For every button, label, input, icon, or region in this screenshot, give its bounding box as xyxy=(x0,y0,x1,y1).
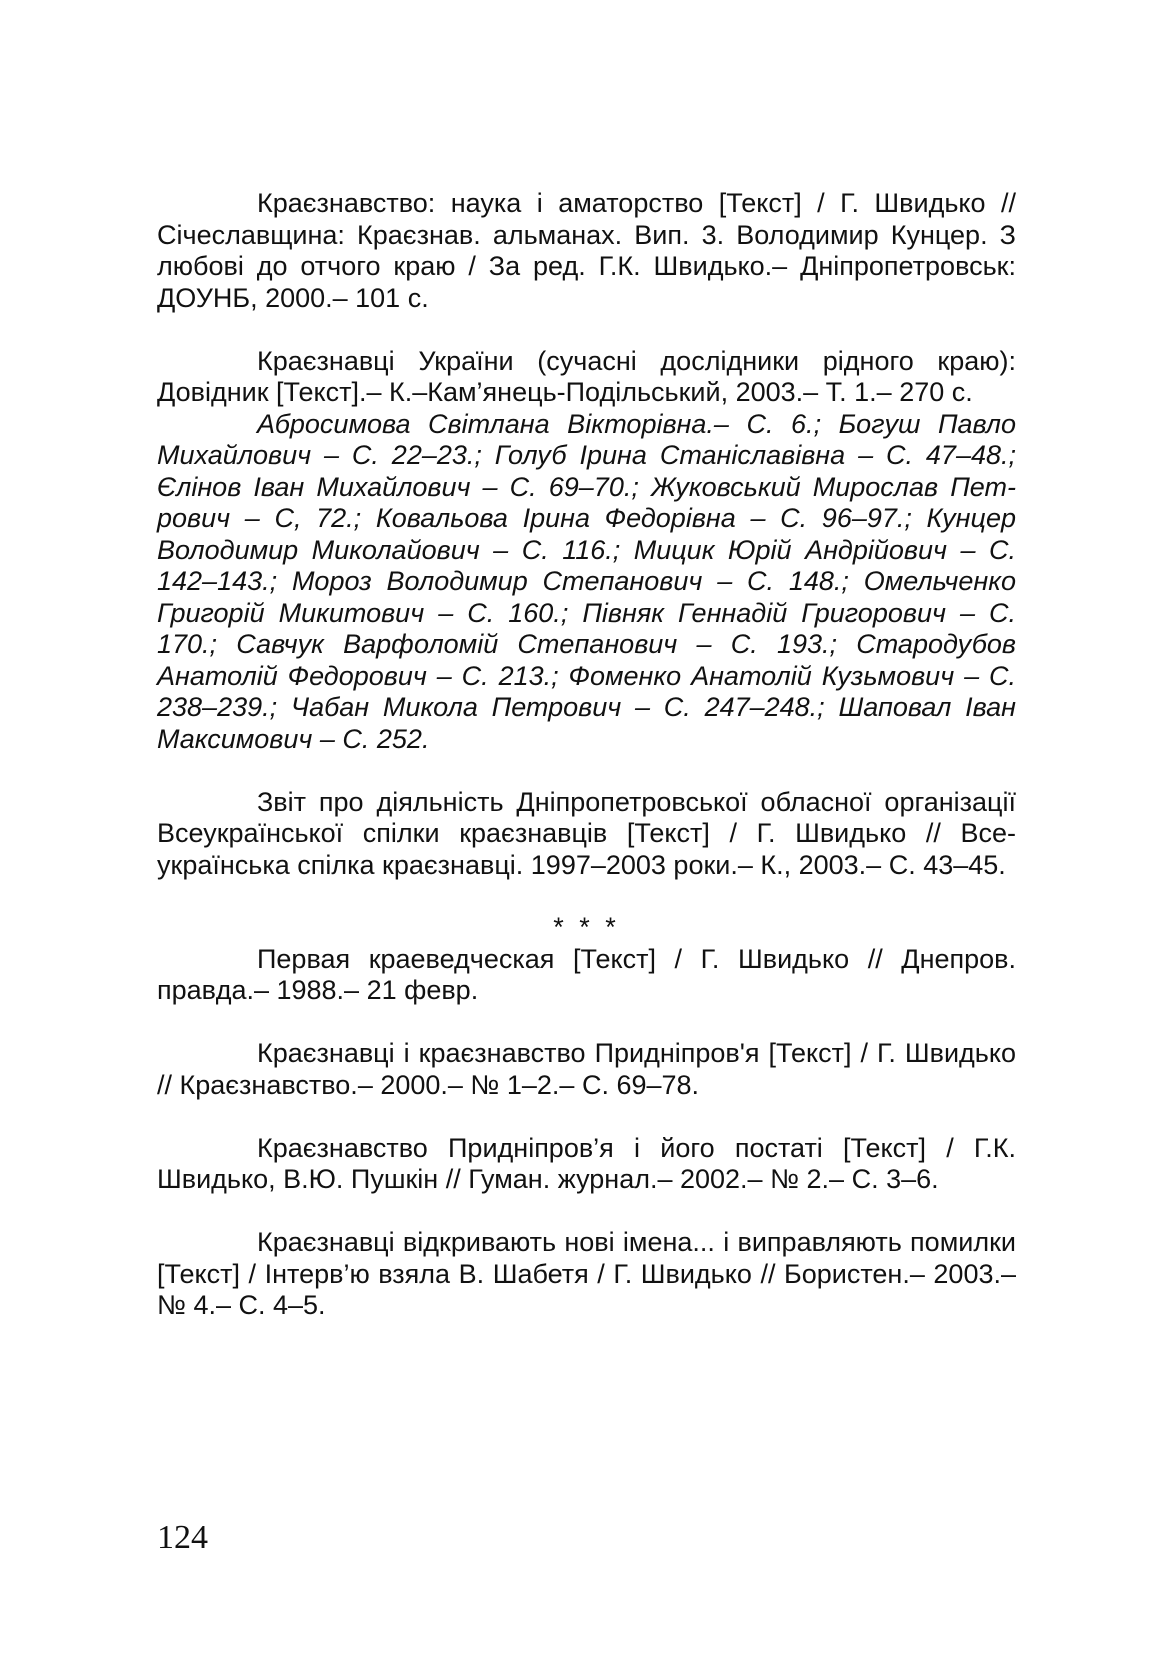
bibliography-entry: Краєзнавці і краєзнавство Придніпров'я [Текст] / Г. Швидько // Краєзнавство.– 2000.– № 1–2.– С. 69–78. xyxy=(157,1038,1016,1100)
section-divider: * * * xyxy=(553,912,620,942)
bibliography-entry: Краєзнавство: наука і аматорство [Текст] / Г. Швидько // Січеславщина: Краєзнав. альманах. Вип. 3. Володимир Кунцер. З любові до отчого краю / За ред. Г.К. Швидько.– Дніпропетровськ: ДОУНБ, 2000.– 101 с. xyxy=(157,188,1016,313)
names-list: Абросимова Світлана Вікторівна.– С. 6.; Богуш Павло Михайлович – С. 22–23.; Голуб Ірина Станіславівна – С. 47–48.; Єлінов Іван Михайлович – С. 69–70.; Жуковський Мирослав Петрович – С, 72.; Ковальова Ірина Федорівна – С. 96–97.; Кунцер Володимир Миколайович – С. 116.; Мицик Юрій Андрійович – С. 142–143.; Мороз Володимир Степанович – С. 148.; Омельченко Григорій Микитович – С. 160.; Півняк Геннадій Григорович – С. 170.; Савчук Варфоломій Степанович – С. 193.; Стародубов Анатолій Федорович – С. 213.; Фоменко Анатолій Кузьмович – С. 238–239.; Чабан Микола Петрович – С. 247–248.; Шаповал Іван Максимович – С. 252. xyxy=(157,408,1016,754)
bibliography-entry: Краєзнавці відкривають нові імена... і виправляють помилки [Текст] / Інтерв’ю взяла В. Шабетя / Г. Швидько // Бористен.– 2003.– № 4.– С. 4–5. xyxy=(157,1227,1016,1320)
bibliography-entry: Звіт про діяльність Дніпропетровської обласної організації Всеукраїнської спілки краєзнавців [Текст] / Г. Швидько // Всеукраїнська спілка краєзнавці. 1997–2003 роки.– К., 2003.– С. 43–45. xyxy=(157,786,1016,880)
bibliography-column xyxy=(157,188,1016,1322)
bibliography-entry: Краєзнавство Придніпров’я і його постаті [Текст] / Г.К. Швидько, В.Ю. Пушкін // Гуман. журнал.– 2002.– № 2.– С. 3–6. xyxy=(157,1132,1016,1194)
bibliography-entry: Краєзнавці України (сучасні дослідники рідного краю): Довідник [Текст].– К.–Кам’янець-Подільський, 2003.– Т. 1.– 270 с. xyxy=(157,345,1016,407)
page-number: 124 xyxy=(157,1519,208,1556)
bibliography-entry: Первая краеведческая [Текст] / Г. Швидько // Днепров. правда.– 1988.– 21 февр. xyxy=(157,943,1016,1005)
